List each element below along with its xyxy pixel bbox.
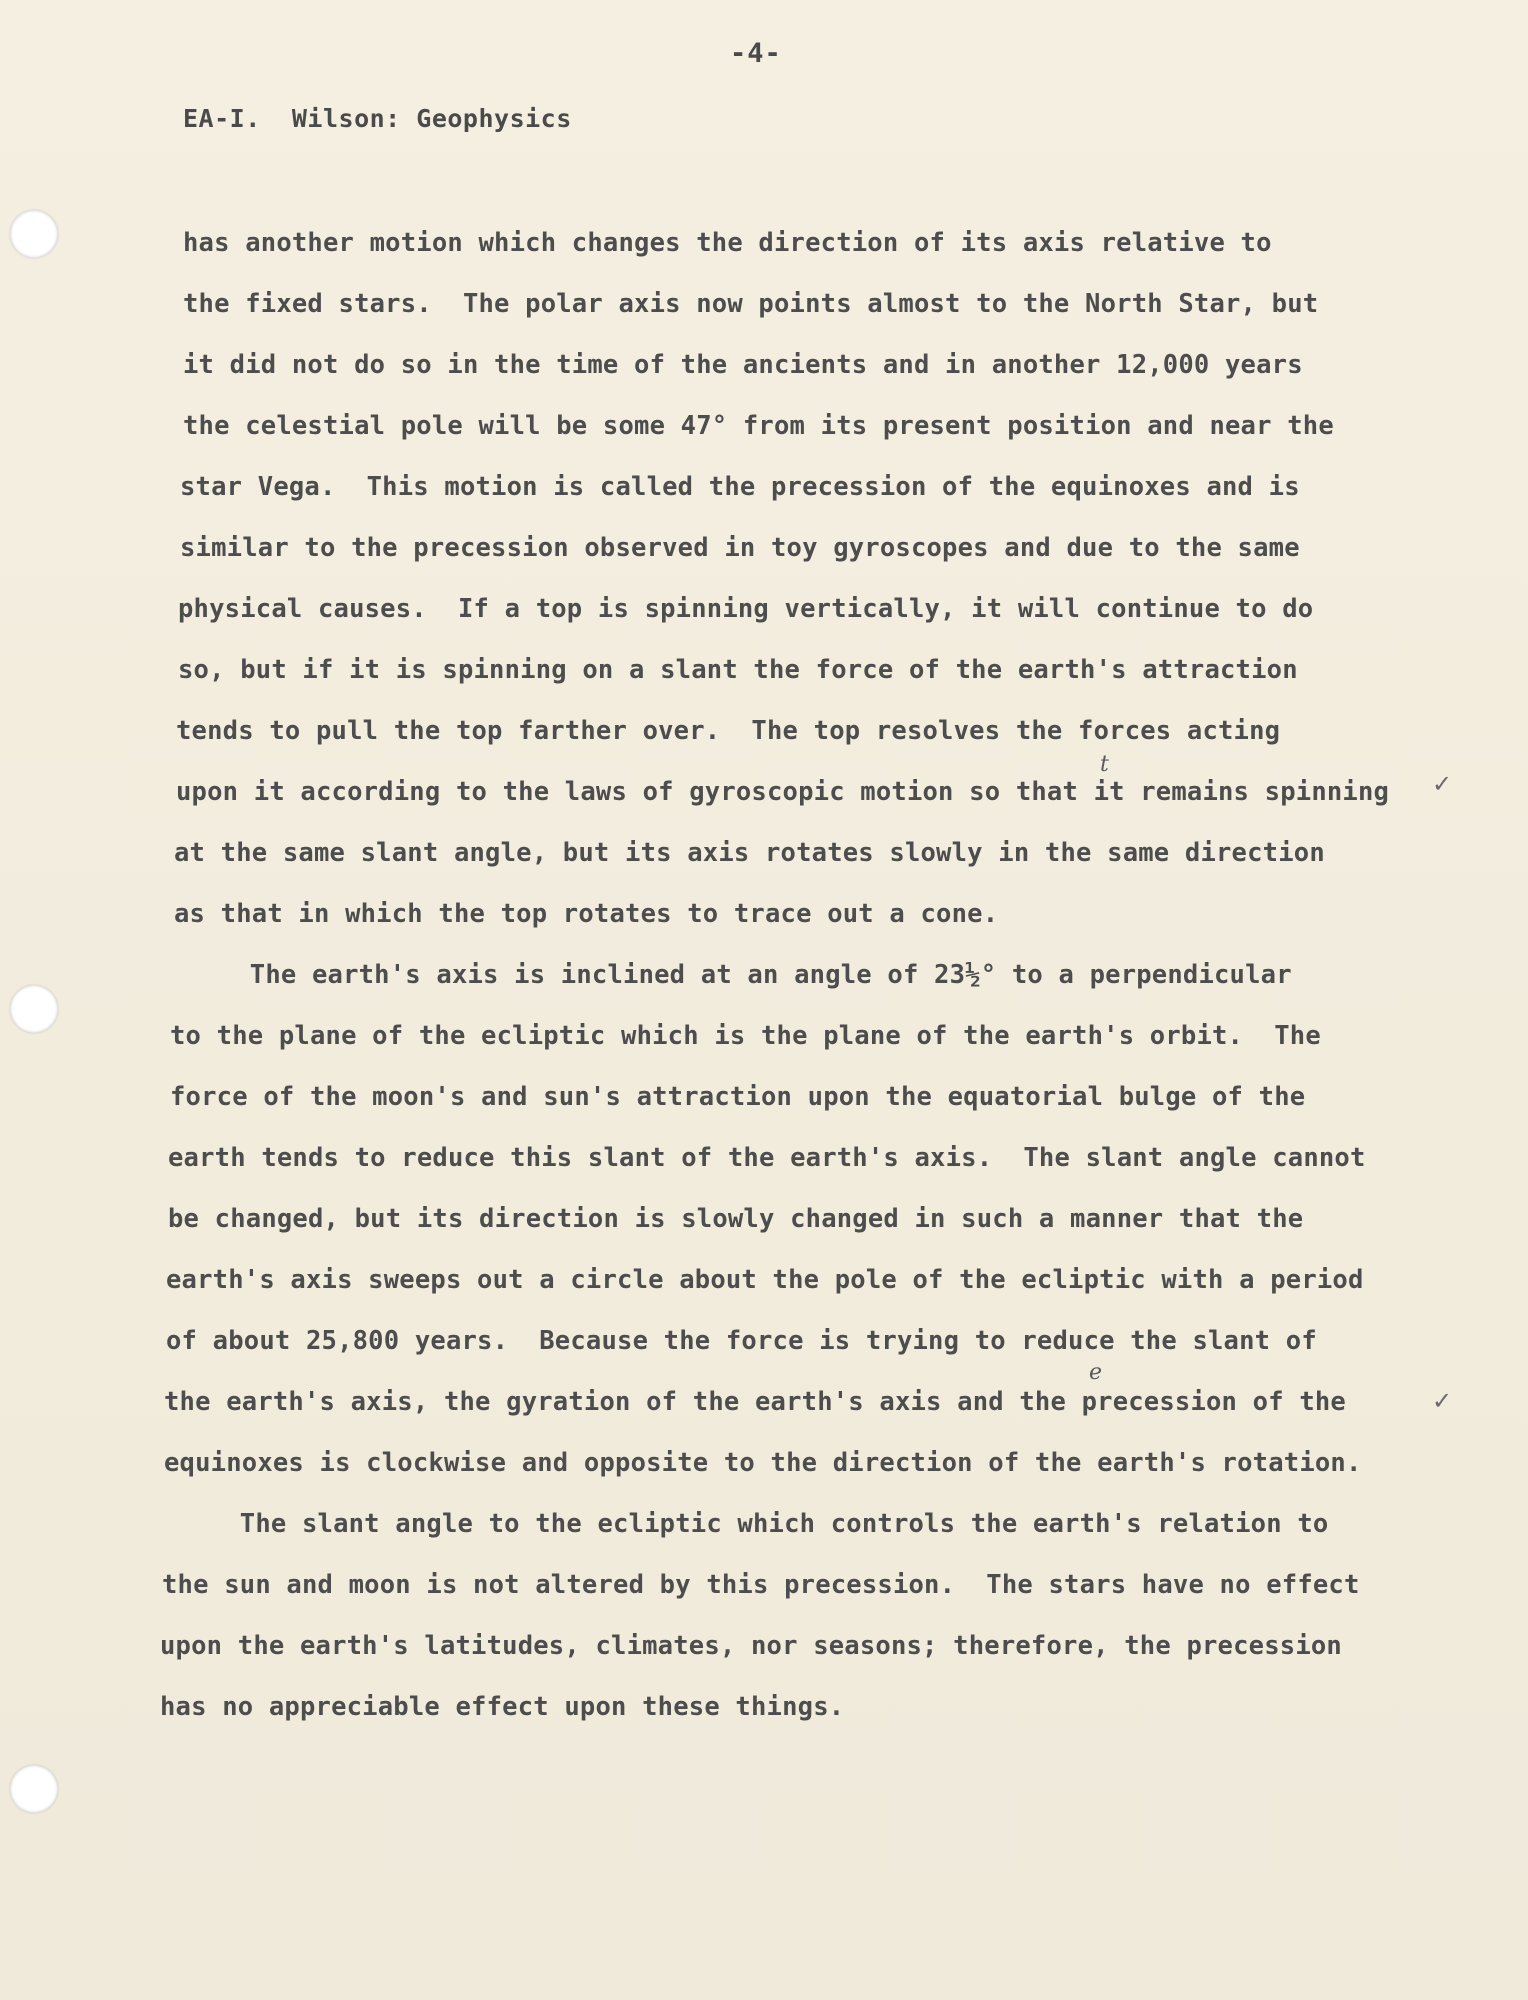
- punch-hole: [10, 210, 58, 258]
- handwritten-correction: e: [1089, 1360, 1103, 1385]
- text-line: has another motion which changes the direction of its axis relative to: [183, 228, 1272, 258]
- text-line: star Vega. This motion is called the precession of the equinoxes and is: [180, 472, 1300, 502]
- text-line: to the plane of the ecliptic which is the plane of the earth's orbit. The: [170, 1021, 1321, 1051]
- text-line: so, but if it is spinning on a slant the force of the earth's attraction: [178, 655, 1298, 685]
- text-line: earth tends to reduce this slant of the earth's axis. The slant angle cannot: [168, 1143, 1366, 1173]
- punch-hole: [10, 1765, 58, 1813]
- text-line: upon the earth's latitudes, climates, nor seasons; therefore, the precession: [160, 1631, 1342, 1661]
- handwritten-correction: t: [1100, 752, 1109, 777]
- text-line: upon it according to the laws of gyroscopic motion so that it remains spinning: [176, 777, 1390, 807]
- punch-hole: [10, 985, 58, 1033]
- page-number: -4-: [730, 38, 782, 69]
- text-line: The slant angle to the ecliptic which controls the earth's relation to: [162, 1509, 1329, 1539]
- text-line: the sun and moon is not altered by this precession. The stars have no effect: [162, 1570, 1360, 1600]
- text-line: the earth's axis, the gyration of the earth's axis and the precession of the: [164, 1387, 1346, 1417]
- text-line: the fixed stars. The polar axis now points almost to the North Star, but: [183, 289, 1319, 319]
- text-line: the celestial pole will be some 47° from its present position and near the: [183, 411, 1334, 441]
- text-line: has no appreciable effect upon these things.: [160, 1692, 845, 1722]
- text-line: similar to the precession observed in toy gyroscopes and due to the same: [180, 533, 1300, 563]
- text-line: as that in which the top rotates to trace out a cone.: [174, 899, 999, 929]
- text-line: force of the moon's and sun's attraction upon the equatorial bulge of the: [170, 1082, 1306, 1112]
- text-line: of about 25,800 years. Because the force is trying to reduce the slant of: [166, 1326, 1317, 1356]
- check-mark-icon: ✓: [1432, 1387, 1453, 1415]
- text-line: earth's axis sweeps out a circle about the pole of the ecliptic with a period: [166, 1265, 1364, 1295]
- text-line: it did not do so in the time of the ancients and in another 12,000 years: [183, 350, 1303, 380]
- text-line: at the same slant angle, but its axis rotates slowly in the same direction: [174, 838, 1325, 868]
- text-line: The earth's axis is inclined at an angle of 23½° to a perpendicular: [172, 960, 1292, 990]
- text-line: tends to pull the top farther over. The top resolves the forces acting: [176, 716, 1281, 746]
- text-line: be changed, but its direction is slowly changed in such a manner that the: [168, 1204, 1304, 1234]
- document-header: EA-I. Wilson: Geophysics: [183, 104, 572, 133]
- text-line: equinoxes is clockwise and opposite to the direction of the earth's rotation.: [164, 1448, 1362, 1478]
- text-line: physical causes. If a top is spinning vertically, it will continue to do: [178, 594, 1314, 624]
- check-mark-icon: ✓: [1432, 770, 1453, 798]
